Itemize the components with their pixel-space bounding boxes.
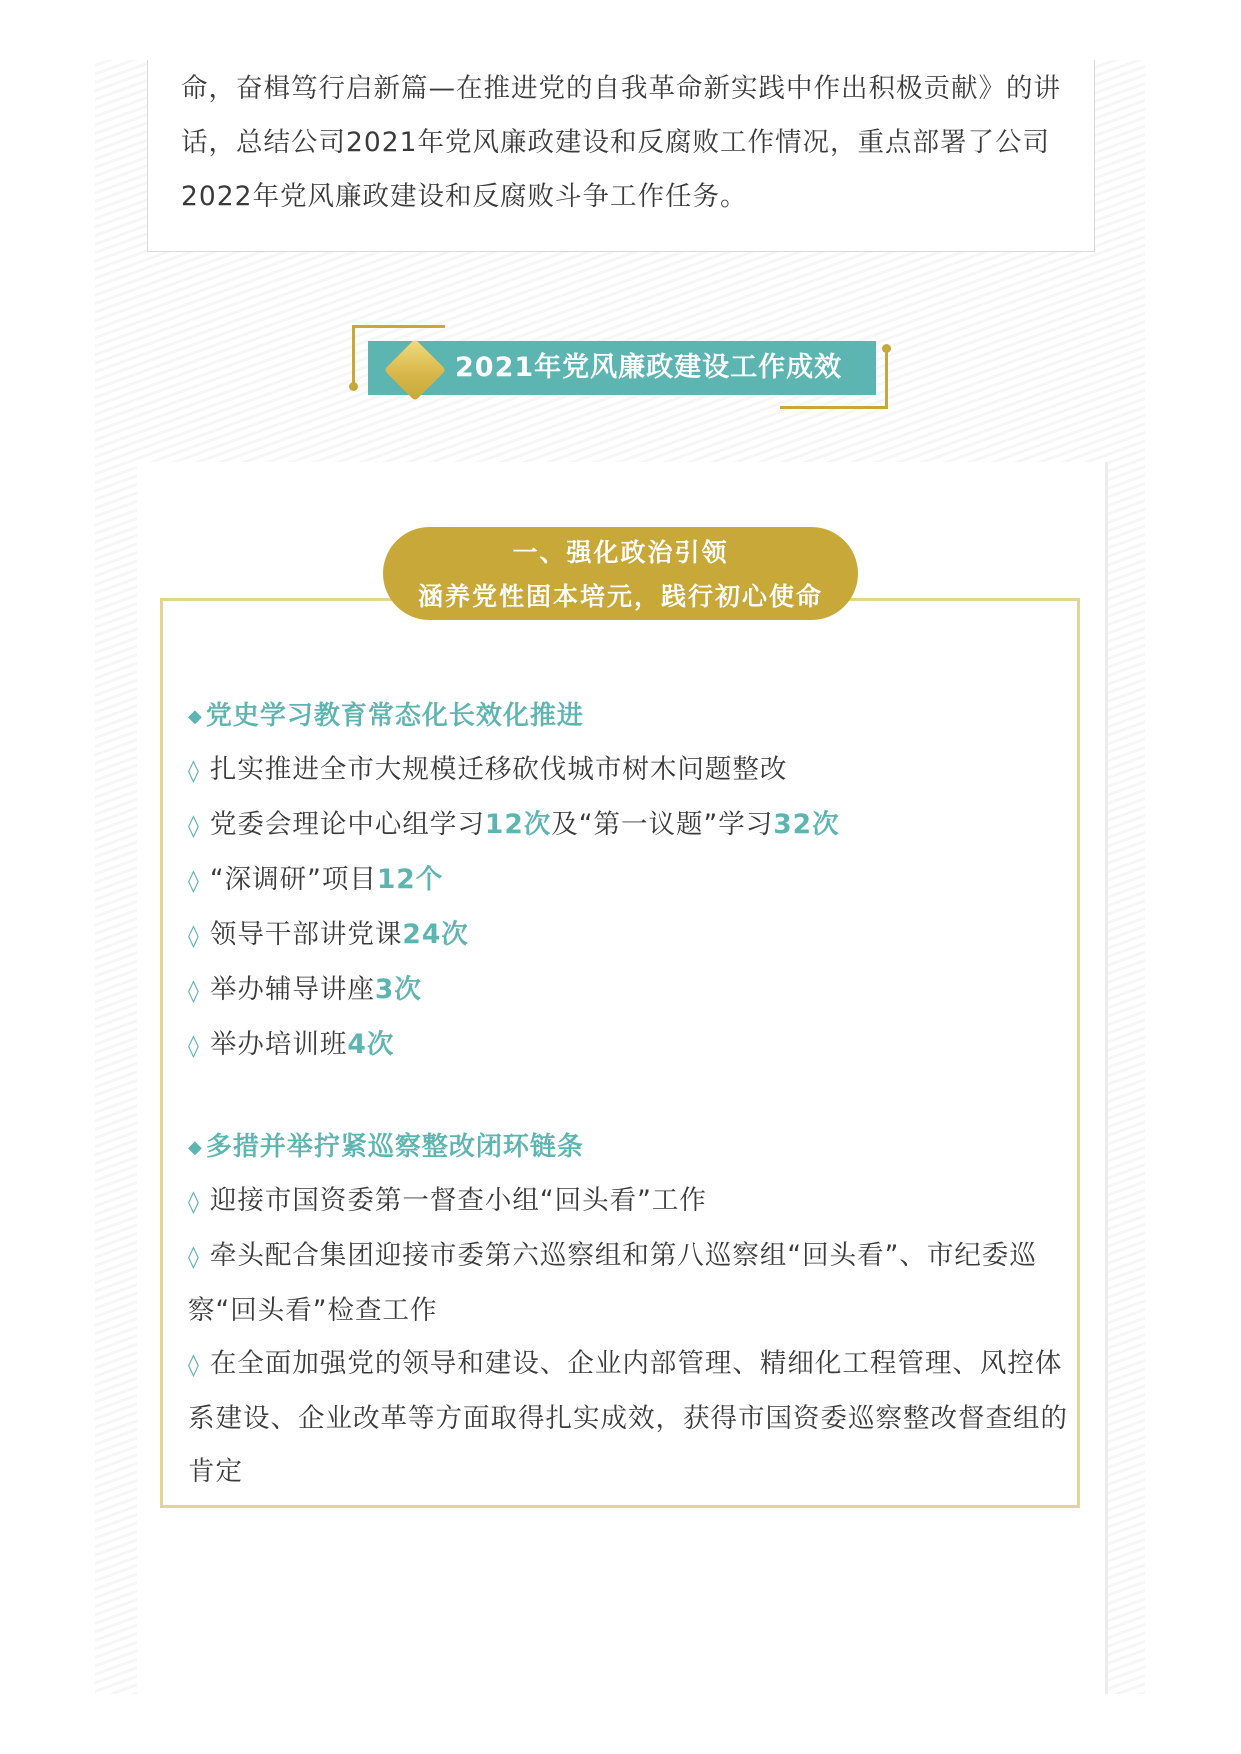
- list-item: ◊ 牵头配合集团迎接市委第六巡察组和第八巡察组“回头看”、市纪委巡察“回头看”检查工作: [188, 1240, 1037, 1326]
- highlight-count: 32次: [773, 809, 840, 840]
- list-item: ◊ 举办辅导讲座3次: [188, 974, 422, 1005]
- section-content: [188, 690, 1068, 1498]
- list-item: ◊ 在全面加强党的领导和建设、企业内部管理、精细化工程管理、风控体系建设、企业改革等方面取得扎实成效，获得市国资委巡察整改督查组的肯定: [188, 1348, 1068, 1487]
- section-header-subtitle: 涵养党性固本培元，践行初心使命: [417, 582, 823, 611]
- diamond-outline-icon: ◊: [188, 869, 200, 894]
- diamond-outline-icon: ◊: [188, 759, 200, 784]
- group-heading: [188, 1121, 1068, 1174]
- group-heading-text: 多措并举拧紧巡察整改闭环链条: [205, 1132, 584, 1162]
- highlight-count: 4次: [347, 1029, 395, 1060]
- section-header-title: 一、强化政治引领: [512, 538, 729, 567]
- highlight-count: 12次: [484, 809, 552, 840]
- list-item: ◊ 党委会理论中心组学习12次及“第一议题”学习32次: [188, 809, 840, 840]
- diamond-bullet-icon: ◆: [188, 706, 203, 727]
- diamond-outline-icon: ◊: [188, 1190, 200, 1215]
- frame-line: [780, 406, 888, 409]
- diamond-outline-icon: ◊: [188, 924, 200, 949]
- frame-line: [352, 325, 445, 328]
- section-title: 2021年党风廉政建设工作成效: [455, 352, 843, 383]
- list-item: ◊ 迎接市国资委第一督查小组“回头看”工作: [188, 1185, 707, 1216]
- list-item: ◊ 扎实推进全市大规模迁移砍伐城市树木问题整改: [188, 754, 788, 785]
- frame-dot: [882, 344, 891, 353]
- card-shadow: [1105, 462, 1108, 1694]
- list-item: ◊ “深调研”项目12个: [188, 864, 444, 895]
- frame-line: [885, 350, 888, 409]
- highlight-count: 3次: [374, 974, 422, 1005]
- list-item: ◊ 领导干部讲党课24次: [188, 919, 469, 950]
- diamond-outline-icon: ◊: [188, 979, 200, 1004]
- diamond-outline-icon: ◊: [188, 1245, 200, 1270]
- list-item: ◊ 举办培训班4次: [188, 1029, 395, 1060]
- diamond-bullet-icon: ◆: [188, 1137, 203, 1158]
- highlight-count: 12个: [376, 864, 444, 895]
- frame-line: [352, 325, 355, 385]
- diamond-outline-icon: ◊: [188, 814, 200, 839]
- intro-paragraph: 命，奋楫笃行启新篇—在推进党的自我革命新实践中作出积极贡献》的讲话，总结公司2021年党风廉政建设和反腐败工作情况，重点部署了公司2022年党风廉政建设和反腐败斗争工作任务。: [181, 73, 1061, 212]
- spacer: [188, 1073, 1068, 1121]
- group-heading-text: 党史学习教育常态化长效化推进: [205, 701, 584, 731]
- group-heading: [188, 690, 1068, 743]
- section-header-pill: [383, 527, 858, 620]
- highlight-count: 24次: [402, 919, 469, 950]
- intro-card: [147, 60, 1095, 252]
- diamond-outline-icon: ◊: [188, 1353, 200, 1378]
- frame-dot: [349, 382, 358, 391]
- diamond-outline-icon: ◊: [188, 1034, 200, 1059]
